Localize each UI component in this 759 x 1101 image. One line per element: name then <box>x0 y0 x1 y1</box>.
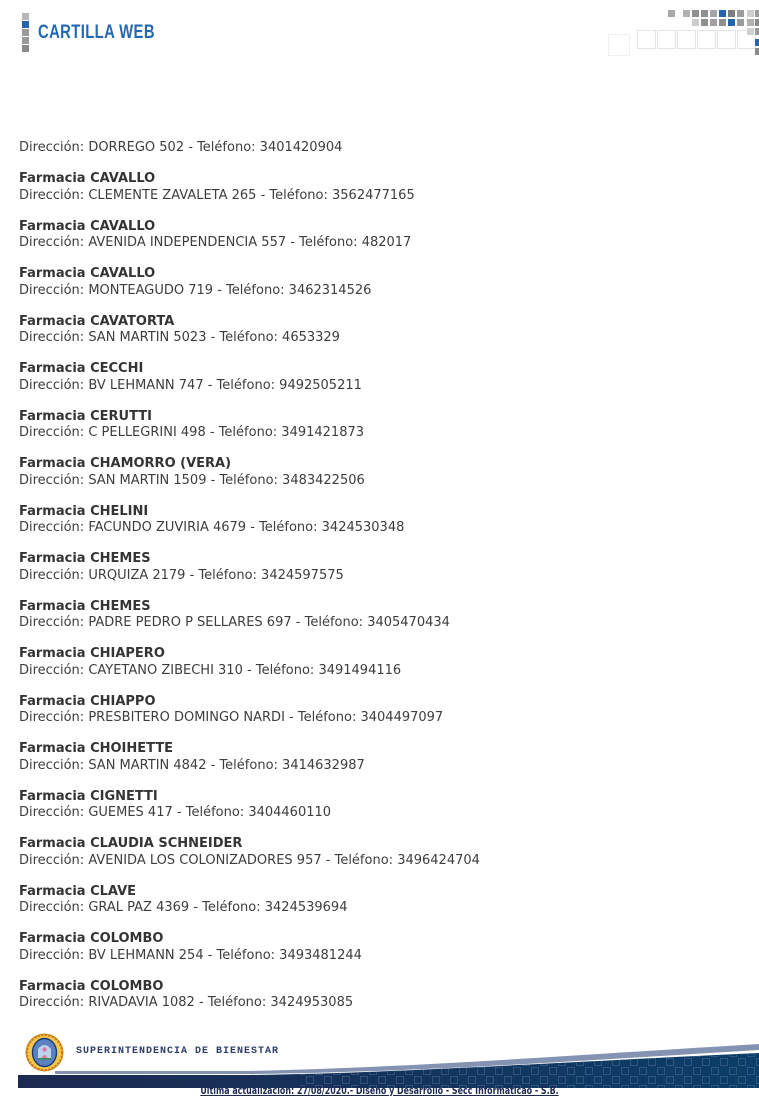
phone-label: Teléfono: <box>202 900 261 915</box>
separator-dash: - <box>260 187 266 203</box>
decor-square <box>668 10 675 17</box>
address-value: URQUIZA 2179 <box>88 567 186 583</box>
last-update-text: Última actualización: 27/08/2020.- Diseño y Desarrollo - Secc Informáticao - S.B. <box>200 1084 559 1097</box>
decor-square <box>701 10 708 17</box>
pharmacy-details <box>19 710 739 726</box>
phone-value: 3483422506 <box>282 472 365 488</box>
pharmacy-details <box>19 473 739 489</box>
address-value: DORREGO 502 <box>88 140 185 155</box>
decor-square <box>701 19 708 26</box>
organization-name: SUPERINTENDENCIA DE BIENESTAR <box>76 1046 280 1057</box>
pharmacy-name: Farmacia COLOMBO <box>19 931 164 947</box>
address-label: Dirección: <box>19 995 85 1010</box>
pharmacy-name: Farmacia CHOIHETTE <box>19 741 174 757</box>
phone-label: Teléfono: <box>255 662 315 678</box>
decor-square <box>719 10 726 17</box>
decor-outline-square <box>697 30 716 49</box>
pharmacy-entry <box>19 836 739 869</box>
phone-value: 3496424704 <box>397 852 480 868</box>
decor-outline-square <box>637 30 656 49</box>
phone-label: Teléfono: <box>299 235 358 250</box>
pharmacy-entry <box>19 646 739 679</box>
phone-value: 3491421873 <box>281 425 365 440</box>
pharmacy-details <box>19 948 739 964</box>
address-label: Dirección: <box>19 615 85 630</box>
decor-square <box>710 19 717 26</box>
decor-outline-square <box>717 30 736 49</box>
phone-value: 3401420904 <box>259 140 343 155</box>
pharmacy-name: Farmacia CAVALLO <box>19 171 156 187</box>
address-label: Dirección: <box>19 947 85 963</box>
pharmacy-entry <box>19 140 739 156</box>
decor-square <box>692 19 699 26</box>
pharmacy-entry <box>19 219 739 252</box>
phone-value: 3404497097 <box>360 710 444 725</box>
phone-label: Teléfono: <box>304 615 364 630</box>
page-title: CARTILLA WEB <box>38 22 155 43</box>
decor-square <box>728 10 735 17</box>
pharmacy-details <box>19 520 739 536</box>
separator-dash: - <box>193 900 199 915</box>
pharmacy-entry <box>19 884 739 917</box>
phone-value: 3424597575 <box>261 567 344 583</box>
phone-value: 3424539694 <box>264 900 348 915</box>
pharmacy-name: Farmacia CHAMORRO (VERA) <box>19 456 232 472</box>
decor-square <box>755 28 759 35</box>
separator-dash: - <box>210 472 216 488</box>
address-value: PRESBITERO DOMINGO NARDI <box>88 710 285 725</box>
address-label: Dirección: <box>19 425 85 440</box>
pharmacy-entry <box>19 171 739 204</box>
pharmacy-name: Farmacia CAVATORTA <box>19 313 175 329</box>
address-value: BV LEHMANN 747 <box>88 377 204 393</box>
pharmacy-details <box>19 805 739 821</box>
pharmacy-name: Farmacia COLOMBO <box>19 978 164 994</box>
separator-dash: - <box>207 377 213 393</box>
address-label: Dirección: <box>19 282 85 298</box>
pharmacy-name: Farmacia CHIAPERO <box>19 646 165 662</box>
pharmacy-entry <box>19 694 739 727</box>
decor-square <box>755 10 759 17</box>
phone-value: 3491494116 <box>318 662 402 678</box>
decor-outline-square <box>608 34 630 56</box>
address-label: Dirección: <box>19 710 85 725</box>
address-value: CLEMENTE ZAVALETA 265 <box>88 187 257 203</box>
pharmacy-details <box>19 995 739 1011</box>
pharmacy-details <box>19 758 739 774</box>
phone-value: 3493481244 <box>279 947 362 963</box>
pharmacy-name: Farmacia CLAUDIA SCHNEIDER <box>19 836 243 852</box>
phone-label: Teléfono: <box>185 805 245 820</box>
address-value: AVENIDA LOS COLONIZADORES 957 <box>88 852 322 868</box>
address-value: GRAL PAZ 4369 <box>88 900 190 915</box>
separator-dash: - <box>176 805 182 820</box>
address-label: Dirección: <box>19 330 85 345</box>
pharmacy-details <box>19 140 739 156</box>
address-value: AVENIDA INDEPENDENCIA 557 <box>88 235 287 250</box>
separator-dash: - <box>189 567 195 583</box>
separator-dash: - <box>295 615 301 630</box>
pharmacy-entry <box>19 504 739 537</box>
pharmacy-entry <box>19 409 739 442</box>
brand-square <box>22 37 29 44</box>
address-label: Dirección: <box>19 852 85 868</box>
phone-label: Teléfono: <box>207 995 267 1010</box>
separator-dash: - <box>210 757 216 773</box>
phone-value: 3424953085 <box>270 995 354 1010</box>
decor-square <box>683 10 690 17</box>
pharmacy-details <box>19 568 739 584</box>
phone-label: Teléfono: <box>226 282 285 298</box>
pharmacy-details <box>19 330 739 346</box>
separator-dash: - <box>209 425 215 440</box>
address-value: GUEMES 417 <box>88 805 173 820</box>
pharmacy-entry <box>19 314 739 347</box>
address-label: Dirección: <box>19 805 85 820</box>
pharmacy-list <box>19 140 739 1026</box>
decor-square <box>710 10 717 17</box>
address-value: RIVADAVIA 1082 <box>88 995 195 1010</box>
phone-label: Teléfono: <box>259 520 318 535</box>
address-value: C PELLEGRINI 498 <box>88 425 206 440</box>
brand-square <box>22 13 29 20</box>
phone-value: 3414632987 <box>282 757 365 773</box>
address-label: Dirección: <box>19 567 85 583</box>
phone-label: Teléfono: <box>219 472 278 488</box>
pharmacy-entry <box>19 361 739 394</box>
phone-label: Teléfono: <box>334 852 394 868</box>
phone-value: 482017 <box>361 235 412 250</box>
phone-value: 3424530348 <box>321 520 405 535</box>
phone-label: Teléfono: <box>216 377 276 393</box>
pharmacy-entry <box>19 599 739 632</box>
separator-dash: - <box>217 282 222 298</box>
address-label: Dirección: <box>19 662 85 678</box>
pharmacy-entry <box>19 551 739 584</box>
pharmacy-details <box>19 378 739 394</box>
phone-label: Teléfono: <box>269 187 328 203</box>
pharmacy-name: Farmacia CERUTTI <box>19 408 152 424</box>
pharmacy-details <box>19 425 739 441</box>
pharmacy-entry <box>19 266 739 299</box>
separator-dash: - <box>325 852 331 868</box>
decor-square <box>719 19 726 26</box>
decor-square <box>692 10 699 17</box>
phone-value: 9492505211 <box>279 377 362 393</box>
address-label: Dirección: <box>19 187 85 203</box>
phone-value: 3562477165 <box>332 187 415 203</box>
address-value: SAN MARTIN 5023 <box>88 330 207 345</box>
pharmacy-details <box>19 283 739 299</box>
separator-dash: - <box>289 710 294 725</box>
pharmacy-details <box>19 235 739 251</box>
phone-label: Teléfono: <box>219 330 278 345</box>
pharmacy-entry <box>19 741 739 774</box>
address-label: Dirección: <box>19 235 85 250</box>
address-label: Dirección: <box>19 757 85 773</box>
phone-label: Teléfono: <box>198 567 257 583</box>
address-value: BV LEHMANN 254 <box>88 947 204 963</box>
pharmacy-details <box>19 663 739 679</box>
pharmacy-name: Farmacia CAVALLO <box>19 218 156 234</box>
address-value: SAN MARTIN 4842 <box>88 757 207 773</box>
pharmacy-name: Farmacia CHEMES <box>19 598 151 614</box>
pharmacy-name: Farmacia CHIAPPO <box>19 693 156 709</box>
phone-label: Teléfono: <box>218 425 278 440</box>
decor-outline-square <box>677 30 696 49</box>
phone-label: Teléfono: <box>219 757 278 773</box>
phone-value: 3462314526 <box>288 282 372 298</box>
brand-square <box>22 21 29 28</box>
decor-square <box>737 19 744 26</box>
pharmacy-entry <box>19 979 739 1012</box>
separator-dash: - <box>188 140 193 155</box>
separator-dash: - <box>207 947 213 963</box>
address-value: MONTEAGUDO 719 <box>88 282 214 298</box>
decor-square <box>755 39 759 46</box>
phone-label: Teléfono: <box>197 140 256 155</box>
pharmacy-name: Farmacia CHELINI <box>19 503 149 519</box>
address-label: Dirección: <box>19 140 85 155</box>
address-value: FACUNDO ZUVIRIA 4679 <box>88 520 247 535</box>
pharmacy-entry <box>19 456 739 489</box>
decor-square <box>737 10 744 17</box>
brand-square <box>22 45 29 52</box>
decor-square <box>747 10 754 17</box>
pharmacy-name: Farmacia CLAVE <box>19 883 137 899</box>
pharmacy-entry <box>19 789 739 822</box>
address-label: Dirección: <box>19 900 85 915</box>
pharmacy-name: Farmacia CHEMES <box>19 551 151 567</box>
pharmacy-entry <box>19 931 739 964</box>
phone-value: 3404460110 <box>248 805 332 820</box>
pharmacy-details <box>19 615 739 631</box>
phone-value: 4653329 <box>282 330 340 345</box>
address-value: PADRE PEDRO P SELLARES 697 <box>88 615 292 630</box>
separator-dash: - <box>290 235 295 250</box>
decor-square <box>755 48 759 55</box>
last-update-note <box>106 1084 652 1097</box>
phone-label: Teléfono: <box>297 710 357 725</box>
phone-label: Teléfono: <box>216 947 276 963</box>
pharmacy-details <box>19 853 739 869</box>
address-label: Dirección: <box>19 472 85 488</box>
decor-outline-square <box>657 30 676 49</box>
pharmacy-details <box>19 188 739 204</box>
decor-square <box>747 28 754 35</box>
pharmacy-name: Farmacia CIGNETTI <box>19 788 158 804</box>
address-label: Dirección: <box>19 520 85 535</box>
separator-dash: - <box>247 662 252 678</box>
separator-dash: - <box>198 995 204 1010</box>
decor-square <box>755 19 759 26</box>
address-label: Dirección: <box>19 377 85 393</box>
address-value: CAYETANO ZIBECHI 310 <box>88 662 243 678</box>
separator-dash: - <box>210 330 216 345</box>
decor-square <box>747 19 754 26</box>
separator-dash: - <box>250 520 255 535</box>
address-value: SAN MARTIN 1509 <box>88 472 207 488</box>
brand-square <box>22 29 29 36</box>
pharmacy-name: Farmacia CECCHI <box>19 361 144 377</box>
pharmacy-name: Farmacia CAVALLO <box>19 266 156 282</box>
phone-value: 3405470434 <box>367 615 450 630</box>
decor-square <box>728 19 735 26</box>
pharmacy-details <box>19 900 739 916</box>
